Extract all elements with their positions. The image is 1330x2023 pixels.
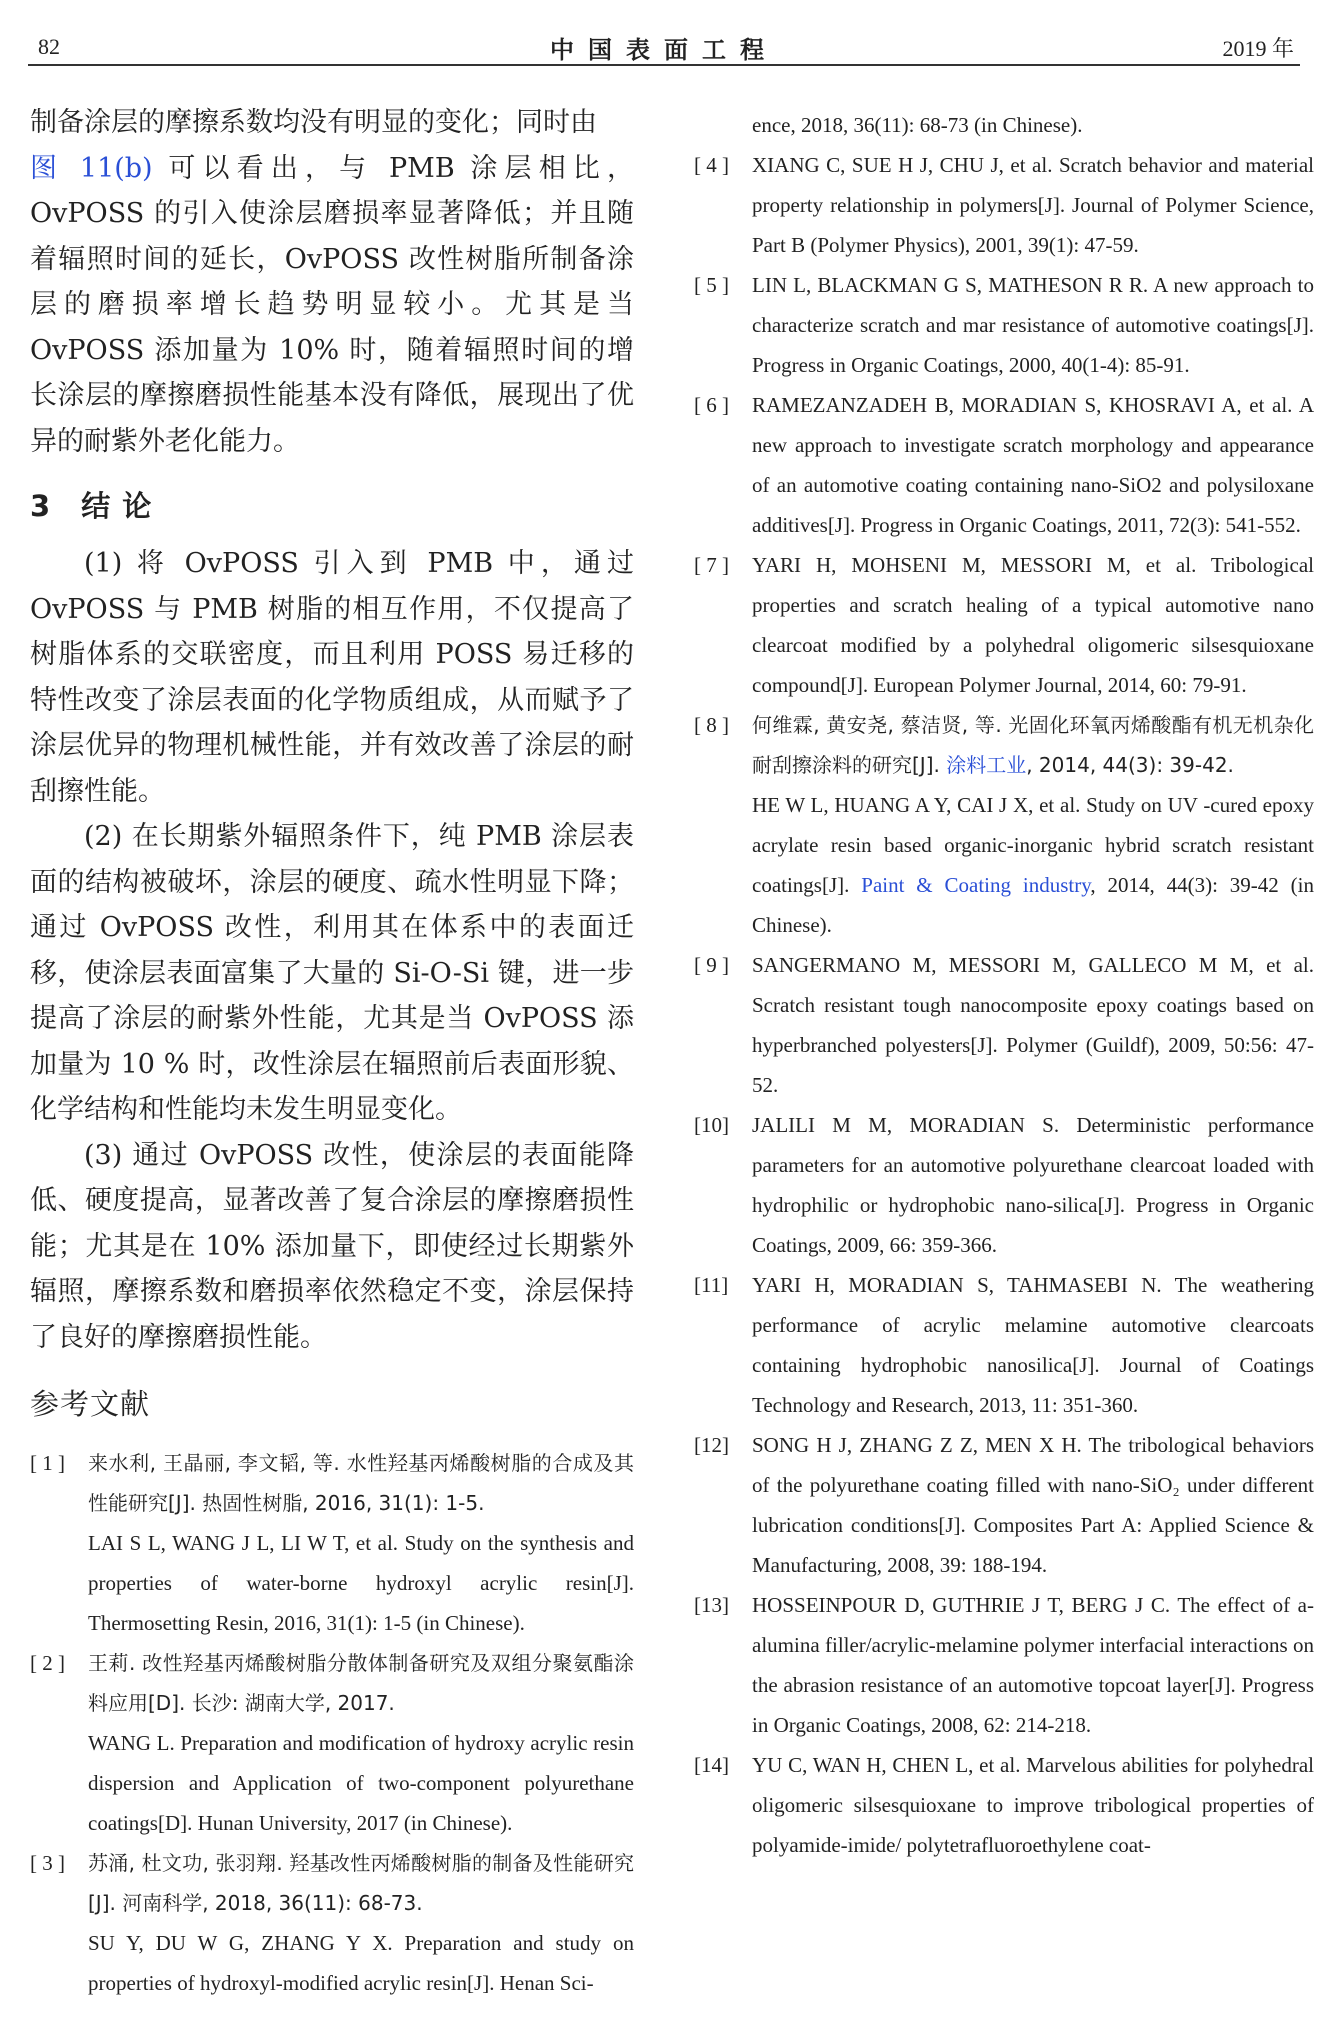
issue-year: 2019 年 [1222,36,1294,61]
references-heading: 参考文献 [30,1387,151,1421]
reference-item: [ 7 ] YARI H, MOHSENI M, MESSORI M, et al. Tribological properties and scratch healing of a typical automotive nano clearcoat modified by a polyhedral oligomeric silsesquioxane compound[J]. European Polymer Journal, 2014, 60: 79-91. [694,553,1314,697]
reference-item: [ 3 ] 苏涌, 杜文功, 张羽翔. 羟基改性丙烯酸树脂的制备及性能研究[J]. 河南科学, 2018, 36(11): 68-73. SU Y, DU W G, ZHANG Y X. Preparation and study on properties of hydroxyl-modified acrylic resin[J]. Henan Sci- [30,1851,634,1995]
reference-item: [12] SONG H J, ZHANG Z Z, MEN X H. The tribological behaviors of the polyurethane coating filled with nano-SiO₂ under different lubrication conditions[J]. Composites Part A: Applied Science & Manufacturing, 2008, 39: 188-194. [694,1433,1314,1577]
body-paragraph: 制备涂层的摩擦系数均没有明显的变化；同时由 图 11(b) 可以看出，与 PMB 涂层相比，OvPOSS 的引入使涂层磨损率显著降低；并且随着辐照时间的延长，OvPOSS 改性树脂所制备涂层的磨损率增长趋势明显较小。尤其是当 OvPOSS 添加量为 10% 时，随着辐照时间的增长涂层的摩擦磨损性能基本没有降低，展现出了优异的耐紫外老化能力。 [30,107,635,457]
reference-continuation: ence, 2018, 36(11): 68-73 (in Chinese). [752,113,1083,137]
reference-item: [ 4 ] XIANG C, SUE H J, CHU J, et al. Scratch behavior and material property relationship in polymers[J]. Journal of Polymer Science, Part B (Polymer Physics), 2001, 39(1): 47-59. [694,153,1314,257]
conclusion-paragraph: (1) 将 OvPOSS 引入到 PMB 中，通过 OvPOSS 与 PMB 树脂的相互作用，不仅提高了树脂体系的交联密度，而且利用 POSS 易迁移的特性改变了涂层表面的化学物质组成，从而赋予了涂层优异的物理机械性能，并有效改善了涂层的耐刮擦性能。 [30,548,634,807]
reference-item: [ 5 ] LIN L, BLACKMAN G S, MATHESON R R. A new approach to characterize scratch and mar resistance of automotive coatings[J]. Progress in Organic Coatings, 2000, 40(1-4): 85-91. [694,273,1314,377]
reference-item: [10] JALILI M M, MORADIAN S. Deterministic performance parameters for an automotive polyurethane clearcoat loaded with hydrophilic or hydrophobic nano-silica[J]. Progress in Organic Coatings, 2009, 66: 359-366. [694,1113,1314,1257]
reference-item: [ 1 ] 来水利, 王晶丽, 李文韬, 等. 水性羟基丙烯酸树脂的合成及其性能研究[J]. 热固性树脂, 2016, 31(1): 1-5. LAI S L, WANG J L, LI W T, et al. Study on the synthesis and properties of water-borne hydroxyl acrylic resin[J]. Thermosetting Resin, 2016, 31(1): 1-5 (in Chinese). [30,1451,634,1635]
section-heading: 3 结 论 [30,489,153,523]
page-header [28,30,1300,66]
figure-link[interactable]: 图 11(b) [30,152,153,184]
page-number: 82 [38,34,60,59]
reference-item: [ 9 ] SANGERMANO M, MESSORI M, GALLECO M M, et al. Scratch resistant tough nanocomposite epoxy coatings based on hyperbranched polyesters[J]. Polymer (Guildf), 2009, 50:56: 47-52. [694,953,1314,1097]
journal-link[interactable]: Paint & Coating industry [861,873,1091,897]
reference-item: [ 8 ] 何维霖, 黄安尧, 蔡洁贤, 等. 光固化环氧丙烯酸酯有机无机杂化耐刮擦涂料的研究[J]. 涂料工业, 2014, 44(3): 39-42. HE W L, HUANG A Y, CAI J X, et al. Study on UV -cured epoxy acrylate resin based organic-inorganic hybrid scratch resistant coatings[J]. Paint & Coating industry, 2014, 44(3): 39-42 (in Chinese). [694,713,1314,937]
journal-title: 中国表面工程 [550,35,778,64]
reference-item: [ 6 ] RAMEZANZADEH B, MORADIAN S, KHOSRAVI A, et al. A new approach to investigate scratch morphology and appearance of an automotive coating containing nano-SiO2 and polysiloxane additives[J]. Progress in Organic Coatings, 2011, 72(3): 541-552. [694,393,1314,537]
reference-item: [13] HOSSEINPOUR D, GUTHRIE J T, BERG J C. The effect of a-alumina filler/acrylic-melamine polymer interfacial interactions on the abrasion resistance of an automotive topcoat layer[J]. Progress in Organic Coatings, 2008, 62: 214-218. [694,1593,1314,1737]
reference-item: [14] YU C, WAN H, CHEN L, et al. Marvelous abilities for polyhedral oligomeric silsesquioxane to improve tribological properties of polyamide-imide/ polytetrafluoroethylene coat- [694,1753,1314,1857]
reference-item: [ 2 ] 王莉. 改性羟基丙烯酸树脂分散体制备研究及双组分聚氨酯涂料应用[D]. 长沙: 湖南大学, 2017. WANG L. Preparation and modification of hydroxy acrylic resin dispersion and Application of two-component polyurethane coatings[D]. Hunan University, 2017 (in Chinese). [30,1651,634,1835]
conclusion-paragraph: (2) 在长期紫外辐照条件下，纯 PMB 涂层表面的结构被破坏，涂层的硬度、疏水性明显下降；通过 OvPOSS 改性，利用其在体系中的表面迁移，使涂层表面富集了大量的 Si-O-Si 键，进一步提高了涂层的耐紫外性能，尤其是当 OvPOSS 添加量为 10 % 时，改性涂层在辐照前后表面形貌、化学结构和性能均未发生明显变化。 [30,821,634,1125]
left-column [30,100,634,2003]
journal-link[interactable]: 涂料工业 [946,753,1027,777]
right-column [694,105,1314,1865]
conclusion-paragraph: (3) 通过 OvPOSS 改性，使涂层的表面能降低、硬度提高，显著改善了复合涂层的摩擦磨损性能；尤其是在 10% 添加量下，即使经过长期紫外辐照，摩擦系数和磨损率依然稳定不变，涂层保持了良好的摩擦磨损性能。 [30,1139,634,1353]
reference-item: [11] YARI H, MORADIAN S, TAHMASEBI N. The weathering performance of acrylic melamine automotive clearcoats containing hydrophobic nanosilica[J]. Journal of Coatings Technology and Research, 2013, 11: 351-360. [694,1273,1314,1417]
